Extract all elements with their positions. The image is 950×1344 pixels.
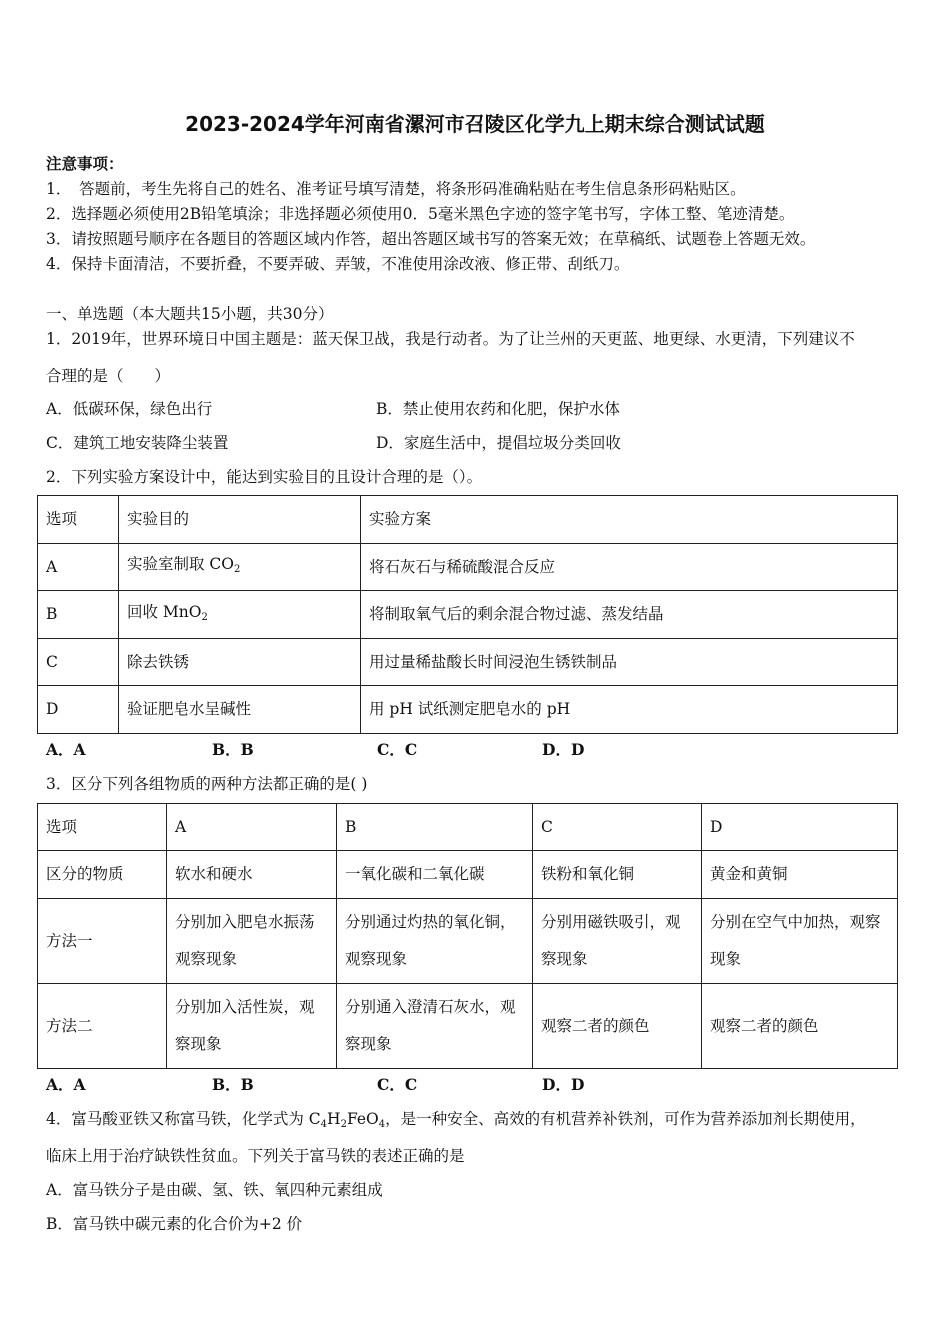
header-cell: D: [702, 804, 898, 851]
header-cell: A: [167, 804, 337, 851]
subscript: 2: [201, 611, 208, 623]
table-header-row: [38, 804, 898, 851]
table-cell: 黄金和黄铜: [702, 851, 898, 899]
table-cell: 观察二者的颜色: [533, 984, 702, 1069]
notice-item: 3．请按照题号顺序在各题目的答题区域内作答，超出答题区域书写的答案无效；在草稿纸、试题卷上答题无效。: [46, 230, 816, 248]
header-cell: 选项: [38, 804, 167, 851]
notice-item: 1． 答题前，考生先将自己的姓名、准考证号填写清楚，将条形码准确粘贴在考生信息条形码粘贴区。: [46, 180, 746, 198]
table-row: [38, 984, 898, 1069]
answer-option-a: A．A: [46, 1075, 86, 1094]
answer-option-b: B．B: [212, 1075, 254, 1094]
table-row: [38, 899, 898, 984]
section-heading: 一、单选题（本大题共15小题，共30分）: [46, 305, 334, 323]
option-cell: D: [38, 686, 119, 734]
table-row: [38, 591, 898, 639]
question-4-stem: [46, 1107, 866, 1130]
answer-option-c: C．C: [377, 740, 418, 759]
row-label-cell: 方法一: [38, 899, 167, 984]
goal-cell: [119, 591, 361, 639]
table-row: [38, 851, 898, 899]
answer-option-d: D．D: [542, 1075, 585, 1094]
question-3-stem: 3．区分下列各组物质的两种方法都正确的是( ): [46, 775, 368, 793]
answer-option-c: C．C: [377, 1075, 418, 1094]
table-cell: 软水和硬水: [167, 851, 337, 899]
row-label-cell: 方法二: [38, 984, 167, 1069]
table-cell: 分别加入肥皂水振荡观察现象: [167, 899, 337, 984]
subscript: 2: [340, 1119, 347, 1130]
question-4-option-b: B．富马铁中碳元素的化合价为+2 价: [46, 1215, 303, 1233]
question-1-stem-cont: 合理的是（ ）: [46, 367, 171, 385]
formula-part: H: [327, 1110, 341, 1128]
header-cell: C: [533, 804, 702, 851]
header-cell: B: [337, 804, 533, 851]
goal-text: 回收 MnO: [127, 602, 202, 621]
table-cell: 观察二者的颜色: [702, 984, 898, 1069]
goal-cell: 除去铁锈: [119, 639, 361, 686]
question-1-option-c: C．建筑工地安装降尘装置: [46, 434, 229, 452]
question-2-stem: 2．下列实验方案设计中，能达到实验目的且设计合理的是（）。: [46, 468, 483, 486]
table-cell: 一氧化碳和二氧化碳: [337, 851, 533, 899]
option-cell: A: [38, 544, 119, 591]
answer-option-b: B．B: [212, 740, 254, 759]
plan-cell: 用过量稀盐酸长时间浸泡生锈铁制品: [361, 639, 898, 686]
question-1-option-b: B．禁止使用农药和化肥，保护水体: [376, 400, 620, 418]
option-cell: C: [38, 639, 119, 686]
question-2-table: [37, 495, 898, 734]
subscript: 4: [378, 1119, 386, 1130]
question-4-stem-cont: 临床上用于治疗缺铁性贫血。下列关于富马铁的表述正确的是: [46, 1147, 465, 1165]
table-cell: 分别通入澄清石灰水，观察现象: [337, 984, 533, 1069]
plan-cell: 将制取氧气后的剩余混合物过滤、蒸发结晶: [361, 591, 898, 639]
table-cell: 分别用磁铁吸引，观察现象: [533, 899, 702, 984]
header-cell: 实验方案: [361, 496, 898, 544]
table-cell: 铁粉和氧化铜: [533, 851, 702, 899]
table-row: [38, 686, 898, 734]
stem-text: ，是一种安全、高效的有机营养补铁剂，可作为营养添加剂长期使用，: [385, 1110, 866, 1128]
notice-item: 2．选择题必须使用2B铅笔填涂；非选择题必须使用0．5毫米黑色字迹的签字笔书写，字体工整、笔迹清楚。: [46, 205, 795, 223]
formula-part: FeO: [346, 1110, 379, 1128]
notice-heading: 注意事项：: [46, 154, 124, 173]
table-row: [38, 544, 898, 591]
question-1-option-a: A．低碳环保，绿色出行: [46, 400, 213, 418]
goal-text: 实验室制取 CO: [127, 555, 234, 573]
notice-item: 4．保持卡面清洁，不要折叠，不要弄破、弄皱，不准使用涂改液、修正带、刮纸刀。: [46, 255, 630, 273]
row-label-cell: 区分的物质: [38, 851, 167, 899]
stem-text: 4．富马酸亚铁又称富马铁，化学式为 C: [46, 1110, 321, 1128]
table-cell: 分别加入活性炭，观察现象: [167, 984, 337, 1069]
question-1-option-d: D．家庭生活中，提倡垃圾分类回收: [376, 434, 621, 452]
plan-cell: 将石灰石与稀硫酸混合反应: [361, 544, 898, 591]
answer-option-a: A．A: [46, 740, 86, 759]
question-1-stem: 1．2019年，世界环境日中国主题是：蓝天保卫战，我是行动者。为了让兰州的天更蓝、地更绿、水更清，下列建议不: [46, 330, 855, 348]
table-row: [38, 639, 898, 686]
table-cell: 分别在空气中加热，观察现象: [702, 899, 898, 984]
option-cell: B: [38, 591, 119, 639]
header-cell: 实验目的: [119, 496, 361, 544]
table-cell: 分别通过灼热的氧化铜，观察现象: [337, 899, 533, 984]
goal-cell: [119, 544, 361, 591]
table-header-row: [38, 496, 898, 544]
question-3-table: [37, 803, 898, 1069]
goal-cell: 验证肥皂水呈碱性: [119, 686, 361, 734]
subscript: 4: [320, 1119, 328, 1130]
page-title: 2023-2024学年河南省漯河市召陵区化学九上期末综合测试试题: [185, 112, 765, 136]
question-4-option-a: A．富马铁分子是由碳、氢、铁、氧四种元素组成: [46, 1181, 383, 1199]
answer-option-d: D．D: [542, 740, 585, 759]
subscript: 2: [234, 564, 241, 575]
header-cell: 选项: [38, 496, 119, 544]
plan-cell: 用 pH 试纸测定肥皂水的 pH: [361, 686, 898, 734]
